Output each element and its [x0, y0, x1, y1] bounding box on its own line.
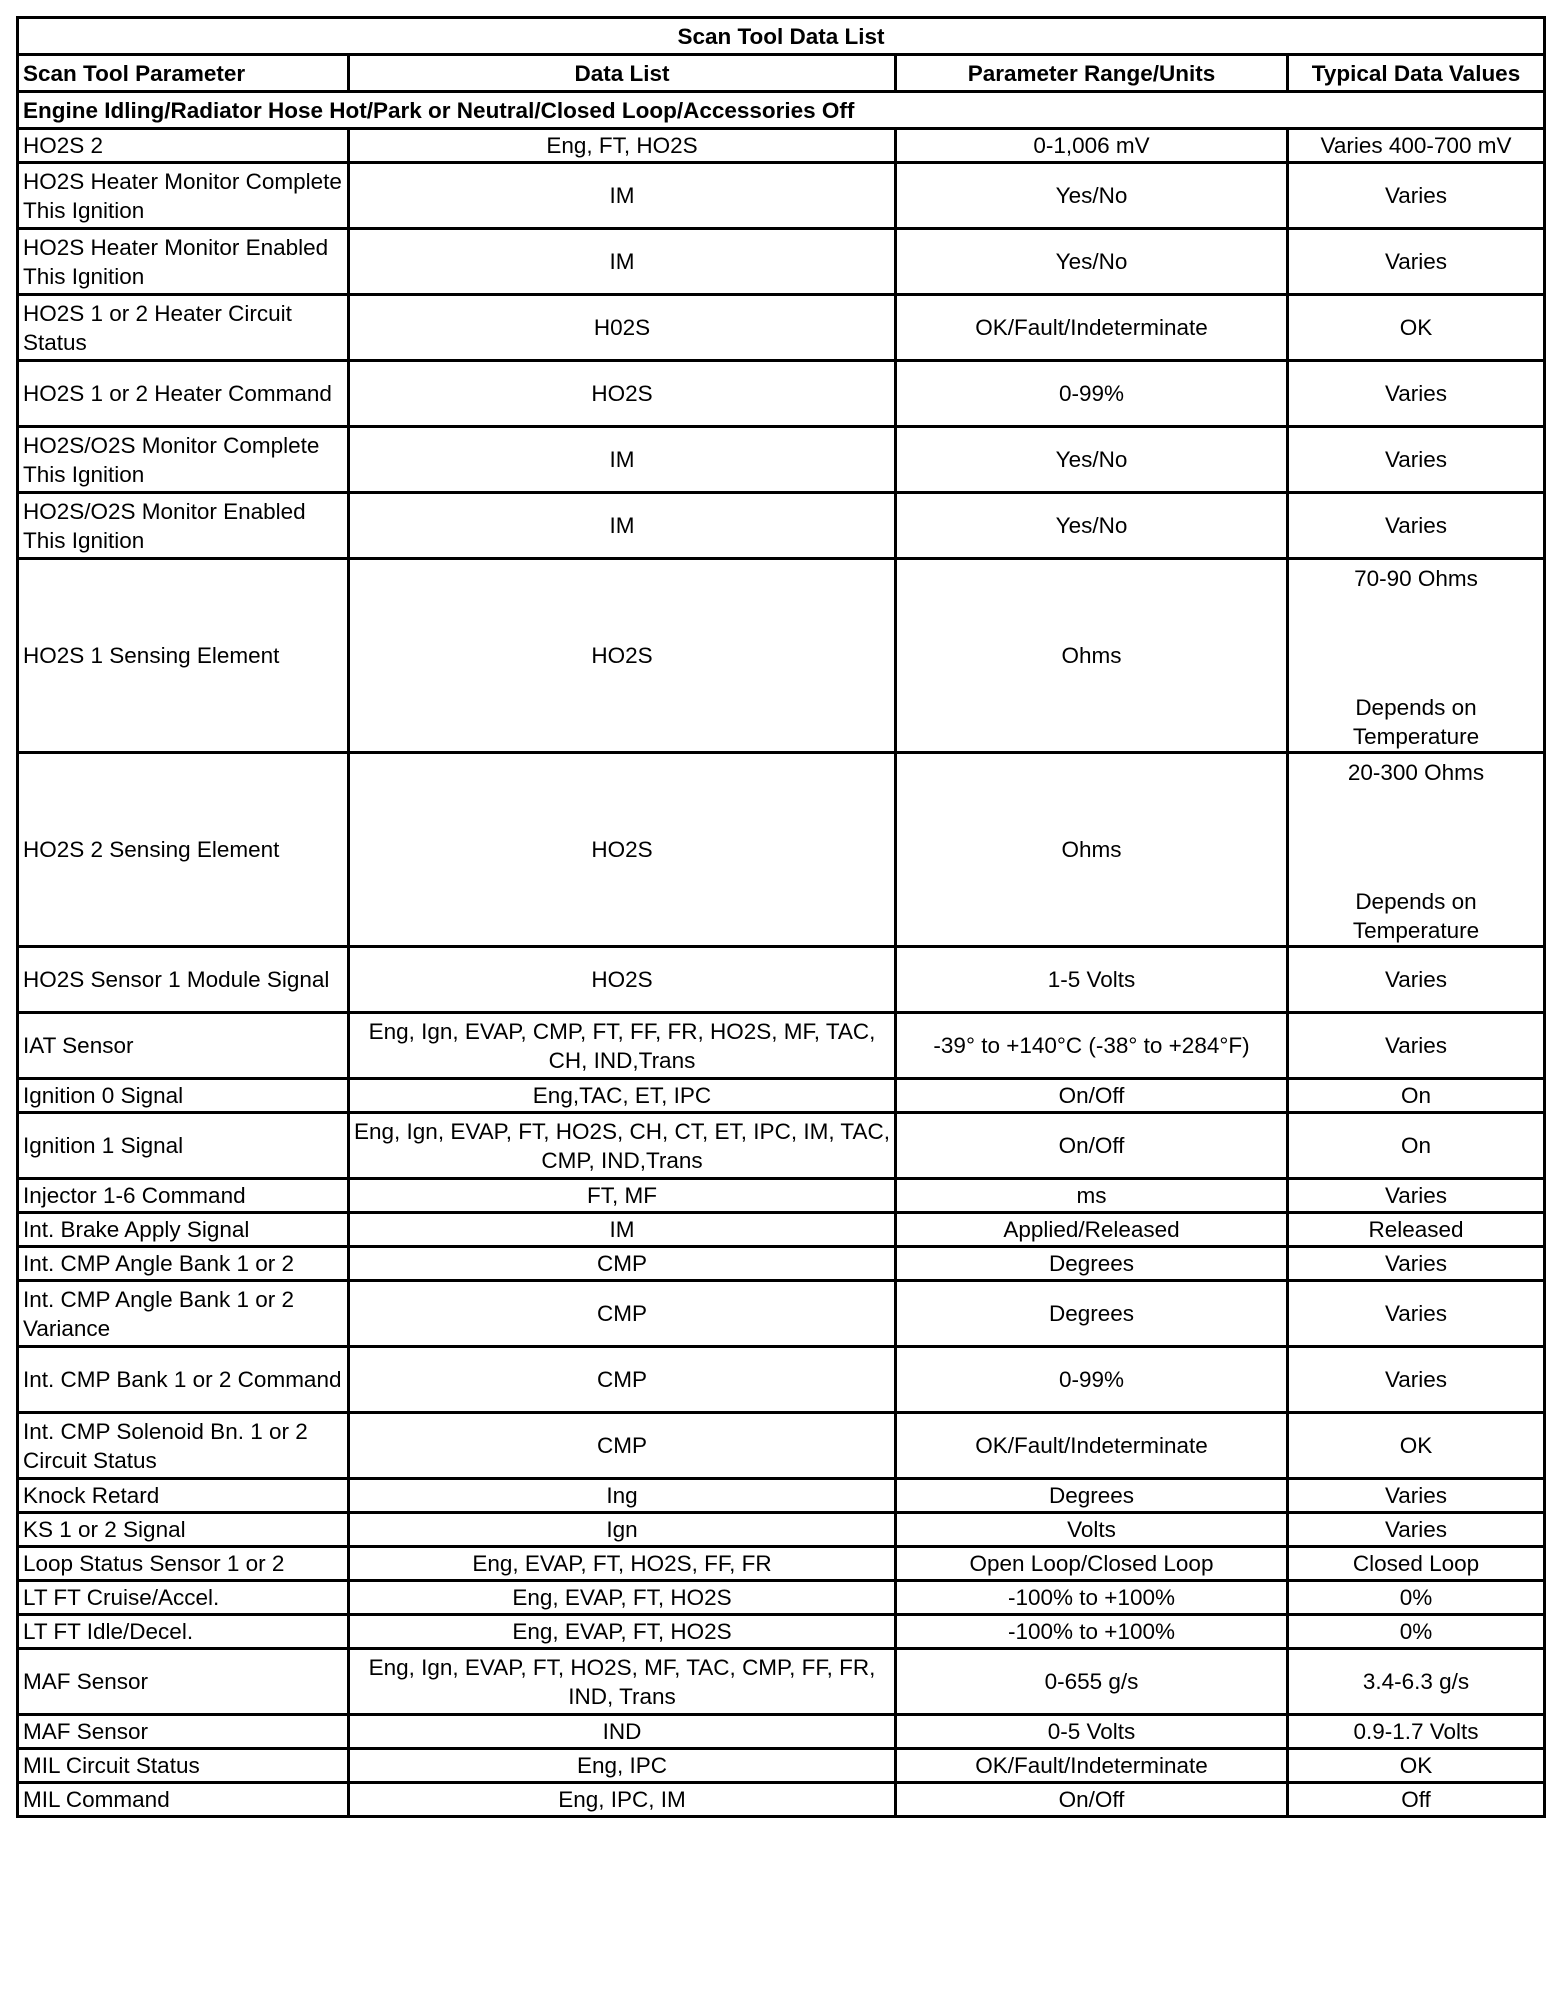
table-row [18, 753, 1545, 947]
cell-parameter: HO2S/O2S Monitor Enabled This Ignition [18, 493, 349, 559]
table-row [18, 493, 1545, 559]
cell-parameter: Ignition 0 Signal [18, 1079, 349, 1113]
table-row [18, 1413, 1545, 1479]
table-row [18, 129, 1545, 163]
cell-data-list: Eng, Ign, EVAP, FT, HO2S, CH, CT, ET, IPC, IM, TAC, CMP, IND,Trans [349, 1113, 896, 1179]
cell-typical-value: OK [1288, 295, 1545, 361]
cell-range-units: 0-655 g/s [896, 1649, 1288, 1715]
cell-typical-value: 3.4-6.3 g/s [1288, 1649, 1545, 1715]
table-row [18, 163, 1545, 229]
cell-typical-value: 0.9-1.7 Volts [1288, 1715, 1545, 1749]
cell-parameter: HO2S 1 Sensing Element [18, 559, 349, 753]
condition-row [18, 92, 1545, 129]
cell-data-list: HO2S [349, 947, 896, 1013]
cell-parameter: Ignition 1 Signal [18, 1113, 349, 1179]
table-row [18, 1715, 1545, 1749]
cell-range-units: OK/Fault/Indeterminate [896, 1413, 1288, 1479]
cell-range-units: Open Loop/Closed Loop [896, 1547, 1288, 1581]
typical-value-note: Depends on Temperature [1352, 889, 1480, 943]
cell-typical-value: Varies [1288, 1179, 1545, 1213]
cell-parameter: HO2S Heater Monitor Complete This Ignition [18, 163, 349, 229]
condition-text: Engine Idling/Radiator Hose Hot/Park or Neutral/Closed Loop/Accessories Off [18, 92, 1545, 129]
cell-data-list: Eng, EVAP, FT, HO2S, FF, FR [349, 1547, 896, 1581]
cell-range-units: Yes/No [896, 427, 1288, 493]
cell-data-list: Eng, IPC [349, 1749, 896, 1783]
cell-typical-value: Varies [1288, 1247, 1545, 1281]
table-row [18, 947, 1545, 1013]
typical-value-main: 70-90 Ohms [1354, 566, 1478, 591]
cell-parameter: Int. CMP Bank 1 or 2 Command [18, 1347, 349, 1413]
cell-data-list: CMP [349, 1413, 896, 1479]
table-row [18, 1513, 1545, 1547]
cell-parameter: HO2S Heater Monitor Enabled This Ignition [18, 229, 349, 295]
table-row [18, 559, 1545, 753]
cell-data-list: HO2S [349, 559, 896, 753]
table-row [18, 1783, 1545, 1817]
cell-range-units: 0-99% [896, 361, 1288, 427]
cell-typical-value [1288, 753, 1545, 947]
table-row [18, 1013, 1545, 1079]
table-row [18, 1649, 1545, 1715]
cell-parameter: LT FT Cruise/Accel. [18, 1581, 349, 1615]
cell-typical-value: Varies [1288, 1513, 1545, 1547]
cell-typical-value: Varies [1288, 229, 1545, 295]
cell-parameter: KS 1 or 2 Signal [18, 1513, 349, 1547]
cell-parameter: Injector 1-6 Command [18, 1179, 349, 1213]
cell-typical-value: 0% [1288, 1581, 1545, 1615]
cell-typical-value: Varies [1288, 1479, 1545, 1513]
cell-typical-value: Released [1288, 1213, 1545, 1247]
cell-parameter: Knock Retard [18, 1479, 349, 1513]
typical-value-note: Depends on Temperature [1352, 695, 1480, 749]
cell-typical-value [1288, 559, 1545, 753]
cell-parameter: HO2S 1 or 2 Heater Command [18, 361, 349, 427]
cell-parameter: MIL Circuit Status [18, 1749, 349, 1783]
cell-data-list: Eng, EVAP, FT, HO2S [349, 1581, 896, 1615]
cell-range-units: Applied/Released [896, 1213, 1288, 1247]
cell-range-units: OK/Fault/Indeterminate [896, 295, 1288, 361]
cell-data-list: Ing [349, 1479, 896, 1513]
table-row [18, 361, 1545, 427]
cell-typical-value: Varies [1288, 1281, 1545, 1347]
cell-typical-value: Varies [1288, 493, 1545, 559]
cell-range-units: On/Off [896, 1113, 1288, 1179]
cell-data-list: Eng,TAC, ET, IPC [349, 1079, 896, 1113]
cell-typical-value: Varies [1288, 427, 1545, 493]
table-row [18, 1749, 1545, 1783]
cell-data-list: HO2S [349, 753, 896, 947]
cell-data-list: Ign [349, 1513, 896, 1547]
cell-data-list: Eng, Ign, EVAP, FT, HO2S, MF, TAC, CMP, FF, FR, IND, Trans [349, 1649, 896, 1715]
cell-parameter: Int. CMP Angle Bank 1 or 2 [18, 1247, 349, 1281]
cell-typical-value: On [1288, 1113, 1545, 1179]
cell-data-list: Eng, EVAP, FT, HO2S [349, 1615, 896, 1649]
cell-parameter: IAT Sensor [18, 1013, 349, 1079]
cell-parameter: HO2S 1 or 2 Heater Circuit Status [18, 295, 349, 361]
cell-parameter: MIL Command [18, 1783, 349, 1817]
cell-range-units: 1-5 Volts [896, 947, 1288, 1013]
typical-value-main: 20-300 Ohms [1347, 760, 1485, 785]
cell-data-list: HO2S [349, 361, 896, 427]
cell-typical-value: Varies [1288, 361, 1545, 427]
cell-parameter: MAF Sensor [18, 1715, 349, 1749]
table-row [18, 1615, 1545, 1649]
cell-typical-value: OK [1288, 1749, 1545, 1783]
cell-range-units: Degrees [896, 1281, 1288, 1347]
cell-range-units: 0-5 Volts [896, 1715, 1288, 1749]
cell-parameter: Int. CMP Angle Bank 1 or 2 Variance [18, 1281, 349, 1347]
cell-data-list: Eng, IPC, IM [349, 1783, 896, 1817]
cell-parameter: LT FT Idle/Decel. [18, 1615, 349, 1649]
table-row [18, 1347, 1545, 1413]
cell-typical-value: Closed Loop [1288, 1547, 1545, 1581]
cell-data-list: Eng, FT, HO2S [349, 129, 896, 163]
table-row [18, 1281, 1545, 1347]
cell-data-list: IM [349, 493, 896, 559]
cell-parameter: HO2S/O2S Monitor Complete This Ignition [18, 427, 349, 493]
cell-data-list: H02S [349, 295, 896, 361]
cell-range-units: On/Off [896, 1783, 1288, 1817]
header-data-list: Data List [349, 55, 896, 92]
cell-typical-value: OK [1288, 1413, 1545, 1479]
table-row [18, 1247, 1545, 1281]
scan-tool-data-table [16, 16, 1546, 1818]
cell-parameter: Loop Status Sensor 1 or 2 [18, 1547, 349, 1581]
table-row [18, 1581, 1545, 1615]
table-row [18, 1179, 1545, 1213]
table-row [18, 1479, 1545, 1513]
cell-typical-value: Off [1288, 1783, 1545, 1817]
cell-range-units: Degrees [896, 1479, 1288, 1513]
cell-data-list: CMP [349, 1247, 896, 1281]
cell-range-units: Volts [896, 1513, 1288, 1547]
cell-range-units: Degrees [896, 1247, 1288, 1281]
table-row [18, 427, 1545, 493]
cell-typical-value: On [1288, 1079, 1545, 1113]
table-row [18, 1547, 1545, 1581]
cell-range-units: -100% to +100% [896, 1615, 1288, 1649]
cell-range-units: -39° to +140°C (-38° to +284°F) [896, 1013, 1288, 1079]
cell-range-units: On/Off [896, 1079, 1288, 1113]
cell-data-list: IM [349, 163, 896, 229]
cell-range-units: -100% to +100% [896, 1581, 1288, 1615]
table-title: Scan Tool Data List [18, 18, 1545, 55]
cell-typical-value: Varies [1288, 163, 1545, 229]
cell-typical-value: Varies 400-700 mV [1288, 129, 1545, 163]
cell-range-units: Yes/No [896, 493, 1288, 559]
cell-typical-value: Varies [1288, 1347, 1545, 1413]
column-header-row [18, 55, 1545, 92]
cell-typical-value: Varies [1288, 947, 1545, 1013]
header-parameter-range-units: Parameter Range/Units [896, 55, 1288, 92]
table-row [18, 1079, 1545, 1113]
cell-range-units: Yes/No [896, 163, 1288, 229]
header-scan-tool-parameter: Scan Tool Parameter [18, 55, 349, 92]
cell-range-units: OK/Fault/Indeterminate [896, 1749, 1288, 1783]
table-title-row [18, 18, 1545, 55]
cell-range-units: Ohms [896, 559, 1288, 753]
cell-data-list: FT, MF [349, 1179, 896, 1213]
cell-data-list: CMP [349, 1281, 896, 1347]
cell-data-list: IM [349, 427, 896, 493]
cell-data-list: IND [349, 1715, 896, 1749]
cell-range-units: Ohms [896, 753, 1288, 947]
cell-parameter: HO2S 2 Sensing Element [18, 753, 349, 947]
cell-typical-value: 0% [1288, 1615, 1545, 1649]
cell-range-units: ms [896, 1179, 1288, 1213]
cell-parameter: Int. CMP Solenoid Bn. 1 or 2 Circuit Status [18, 1413, 349, 1479]
cell-data-list: IM [349, 229, 896, 295]
cell-range-units: 0-99% [896, 1347, 1288, 1413]
cell-data-list: CMP [349, 1347, 896, 1413]
table-row [18, 295, 1545, 361]
cell-data-list: Eng, Ign, EVAP, CMP, FT, FF, FR, HO2S, MF, TAC, CH, IND,Trans [349, 1013, 896, 1079]
cell-typical-value: Varies [1288, 1013, 1545, 1079]
table-row [18, 1213, 1545, 1247]
cell-parameter: Int. Brake Apply Signal [18, 1213, 349, 1247]
table-row [18, 229, 1545, 295]
cell-range-units: 0-1,006 mV [896, 129, 1288, 163]
header-typical-data-values: Typical Data Values [1288, 55, 1545, 92]
cell-parameter: HO2S Sensor 1 Module Signal [18, 947, 349, 1013]
cell-range-units: Yes/No [896, 229, 1288, 295]
cell-data-list: IM [349, 1213, 896, 1247]
cell-parameter: HO2S 2 [18, 129, 349, 163]
table-row [18, 1113, 1545, 1179]
cell-parameter: MAF Sensor [18, 1649, 349, 1715]
